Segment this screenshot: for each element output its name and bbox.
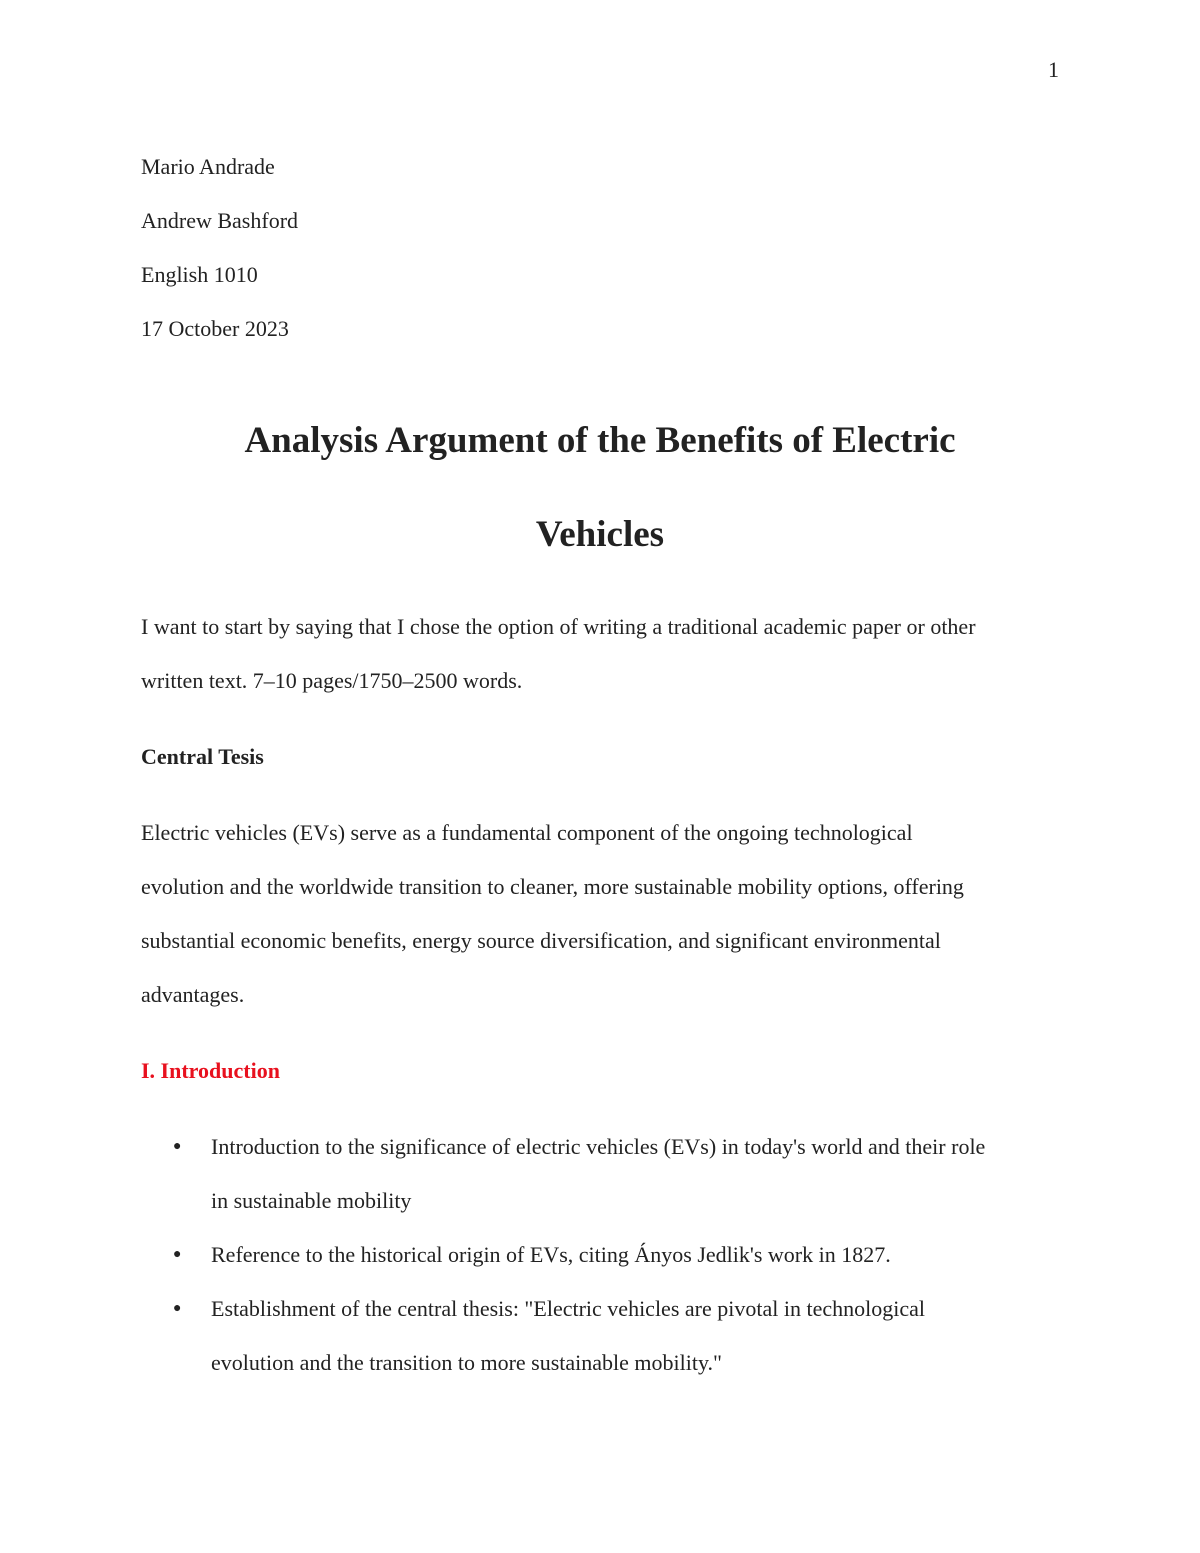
thesis-line-1: Electric vehicles (EVs) serve as a fundamental component of the ongoing technological [141, 820, 913, 845]
bullet-1-line-1: Introduction to the significance of electric vehicles (EVs) in today's world and their role [211, 1134, 986, 1159]
submission-date: 17 October 2023 [141, 316, 289, 341]
bullet-3-line-1: Establishment of the central thesis: "Electric vehicles are pivotal in technological [211, 1296, 925, 1321]
title-line-2: Vehicles [535, 514, 665, 555]
list-item [173, 1228, 1059, 1282]
document-title [141, 394, 1059, 582]
title-line-1: Analysis Argument of the Benefits of Electric [244, 420, 956, 461]
course-name: English 1010 [141, 262, 258, 287]
list-item [173, 1120, 1059, 1228]
bullet-icon: ● [173, 1139, 182, 1154]
thesis-paragraph [141, 806, 1059, 1022]
thesis-line-4: advantages. [141, 982, 245, 1007]
bullet-icon: ● [173, 1301, 182, 1316]
thesis-heading: Central Tesis [141, 744, 264, 769]
instructor-name: Andrew Bashford [141, 208, 299, 233]
bullet-1-line-2: in sustainable mobility [211, 1188, 412, 1213]
intro-line-2: written text. 7–10 pages/1750–2500 words. [141, 668, 523, 693]
thesis-line-2: evolution and the worldwide transition to cleaner, more sustainable mobility options, offering [141, 874, 964, 899]
intro-line-1: I want to start by saying that I chose the option of writing a traditional academic paper or other [141, 614, 976, 639]
section-heading-introduction: I. Introduction [141, 1058, 280, 1083]
list-item [173, 1282, 1059, 1390]
student-name: Mario Andrade [141, 154, 275, 179]
bullet-2-line-1: Reference to the historical origin of EVs, citing Ányos Jedlik's work in 1827. [211, 1242, 891, 1267]
intro-paragraph [141, 600, 1059, 708]
bullet-3-line-2: evolution and the transition to more sustainable mobility." [211, 1350, 723, 1375]
document-body [141, 140, 1059, 1390]
introduction-bullet-list [141, 1120, 1059, 1390]
thesis-line-3: substantial economic benefits, energy source diversification, and significant environmental [141, 928, 941, 953]
bullet-icon: ● [173, 1247, 182, 1262]
page-number: 1 [1048, 57, 1059, 82]
